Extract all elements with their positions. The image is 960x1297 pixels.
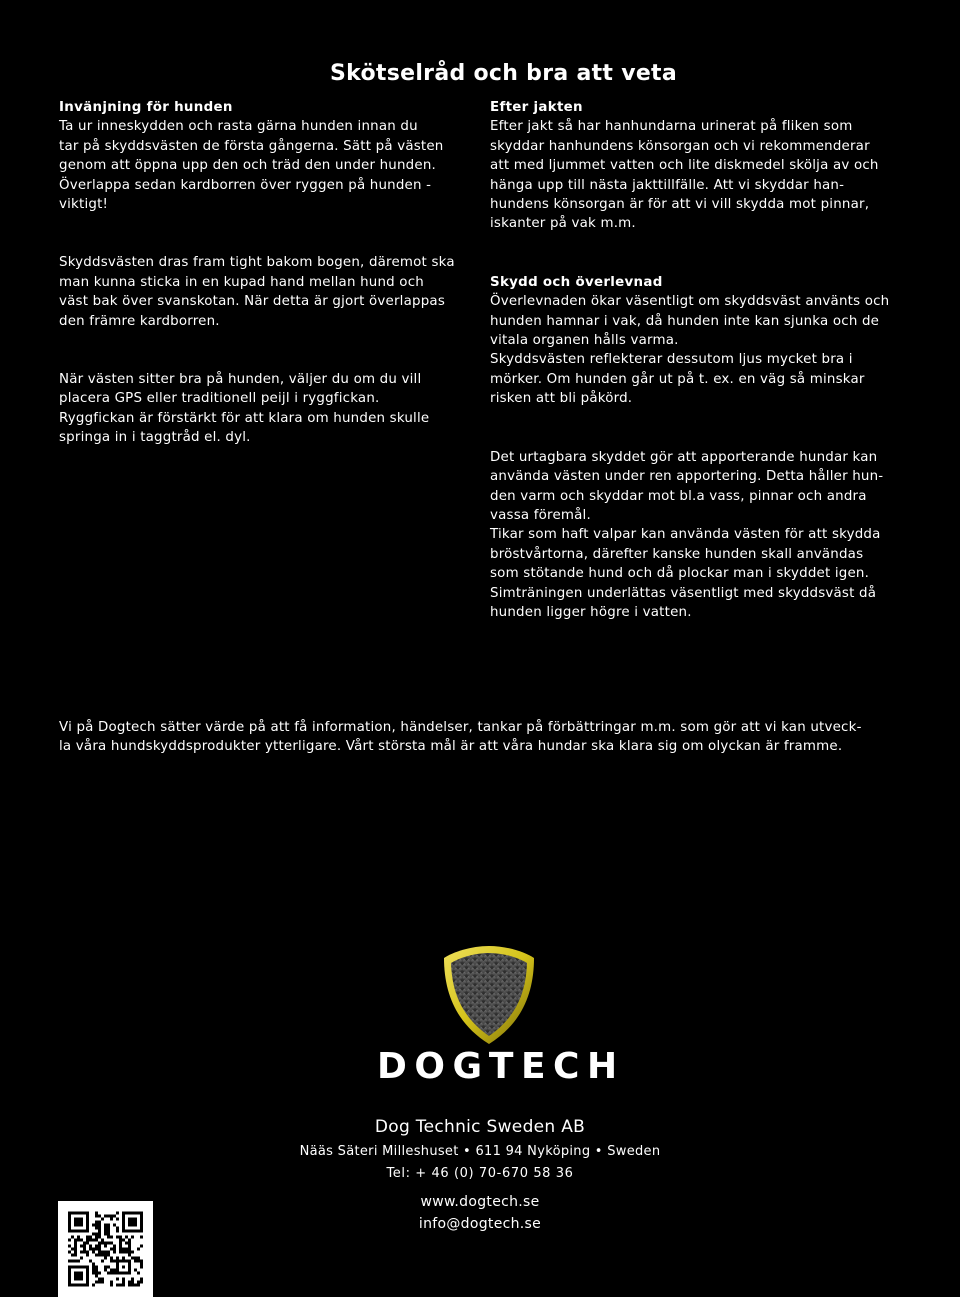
company-name: Dog Technic Sweden AB xyxy=(374,1117,586,1137)
company-address: Nääs Säteri Milleshuset • 611 94 Nyköping • Sweden xyxy=(299,1144,661,1159)
left-column xyxy=(59,98,479,448)
section-body-gps: När västen sitter bra på hunden, väljer du om du vill placera GPS eller traditionell peijl i ryggfickan. Ryggfickan är förstärkt för att klara om hunden skulle springa in i taggtråd el. dyl. xyxy=(59,372,430,446)
page-title: Skötselråd och bra att veta xyxy=(330,61,678,86)
section-body-efter-jakten: Efter jakt så har hanhundarna urinerat på fliken som skyddar hanhundens könsorgan och vi rekommenderar att med ljummet vatten och lite diskmedel skölja av och hänga upp till nästa jakttillfälle. Att vi skyddar han- hundens könsorgan är för att vi vill skydda mot pinnar, iskanter på vak m.m. xyxy=(490,119,879,232)
section-body-invanjning: Ta ur inneskydden och rasta gärna hunden innan du tar på skyddsvästen de första gångerna. Sätt på västen genom att öppna upp den och träd den under hunden. Överlappa sedan kardborren över ryggen på hunden - viktigt! xyxy=(59,119,444,213)
company-phone: Tel: + 46 (0) 70-670 58 36 xyxy=(386,1166,574,1181)
section-heading-skydd: Skydd och överlevnad xyxy=(490,274,663,290)
section-body-urtagbara: Det urtagbara skyddet gör att apporterande hundar kan använda västen under ren apportering. Detta håller hun- den varm och skyddar mot bl.a vass, pinnar och andra vassa föremål. Tikar som haft valpar kan använda västen för att skydda bröstvårtorna, därefter kanske hunden skall användas som stötande hund och då plockar man i skyddet igen. Simträningen underlättas väsentligt med skyddsväst då hunden ligger högre i vatten. xyxy=(490,449,884,620)
company-website-link[interactable]: www.dogtech.se xyxy=(420,1194,540,1210)
section-heading-invanjning: Invänjning för hunden xyxy=(59,100,233,115)
brand-wordmark: DOGTECH xyxy=(377,1046,625,1087)
company-email-link[interactable]: info@dogtech.se xyxy=(418,1216,542,1232)
section-body-fit: Skyddsvästen dras fram tight bakom bogen, däremot ska man kunna sticka in en kupad hand mellan hund och väst bak över svanskotan. När detta är gjort överlappas den främre kardborren. xyxy=(59,255,455,329)
section-heading-efter-jakten: Efter jakten xyxy=(490,100,583,115)
section-body-skydd: Överlevnaden ökar väsentligt om skyddsväst använts och hunden hamnar i vak, då hunden inte kan sjunka och de vitala organen hålls varma. Skyddsvästen reflekterar dessutom ljus mycket bra i mörker. Om hunden går ut på t. ex. en väg så minskar risken att bli påkörd. xyxy=(490,294,890,407)
footer-statement: Vi på Dogtech sätter värde på att få information, händelser, tankar på förbättringar m.m. som gör att vi kan utveck- la våra hundskyddsprodukter ytterligare. Vårt största mål är att våra hundar ska klara sig om olyckan är framme. xyxy=(59,720,862,755)
right-column xyxy=(490,98,920,622)
qr-code-icon xyxy=(58,1201,153,1297)
carbon-shield-icon xyxy=(441,944,537,1046)
